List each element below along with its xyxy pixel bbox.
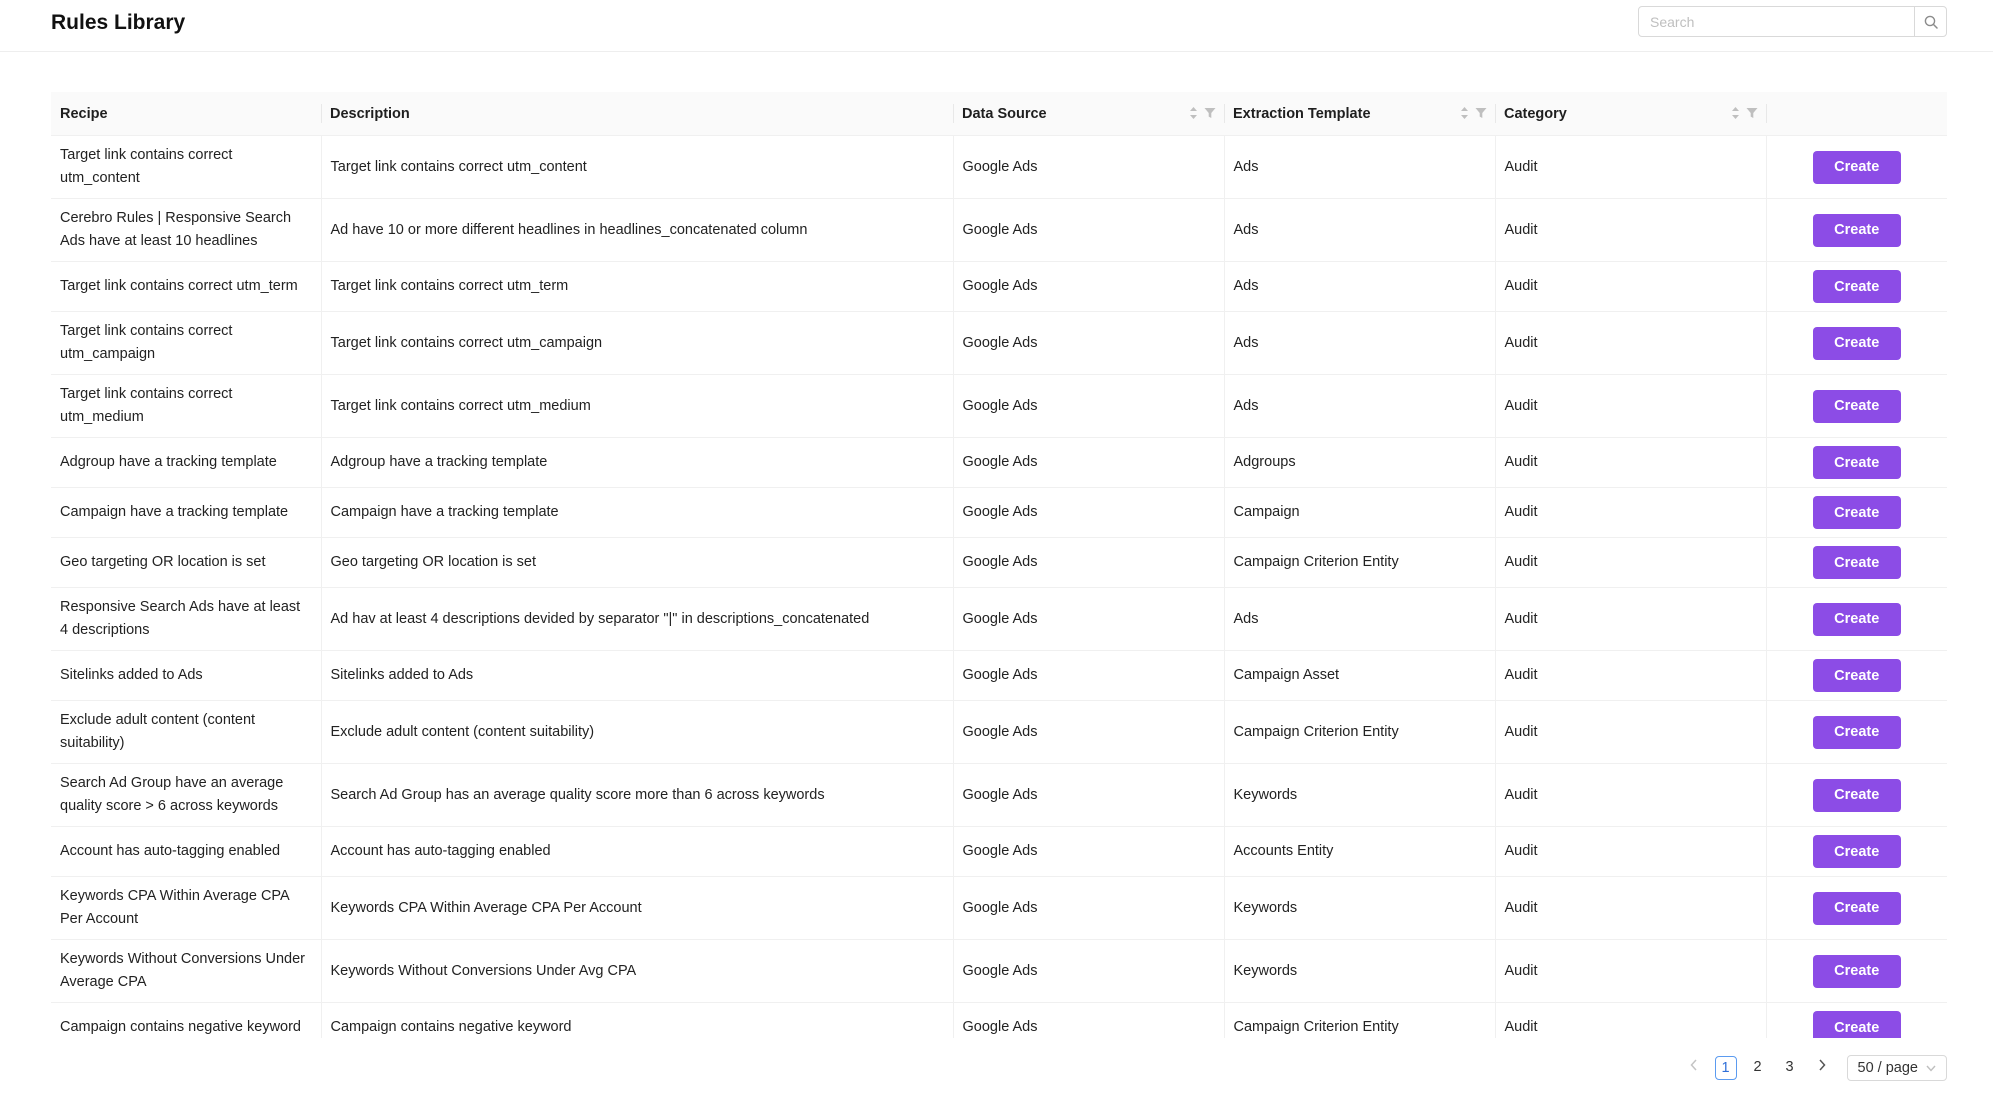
- category-cell: Audit: [1495, 827, 1766, 877]
- actions-cell: [1766, 877, 1947, 940]
- create-button[interactable]: Create: [1813, 659, 1901, 692]
- create-button[interactable]: Create: [1813, 779, 1901, 812]
- description-cell: Account has auto-tagging enabled: [321, 827, 953, 877]
- table-row: [51, 262, 1947, 312]
- create-button[interactable]: Create: [1813, 716, 1901, 749]
- recipe-cell: Target link contains correct utm_medium: [51, 375, 321, 438]
- description-cell: Campaign contains negative keyword: [321, 1003, 953, 1039]
- category-cell: Audit: [1495, 488, 1766, 538]
- template-cell: Ads: [1224, 136, 1495, 199]
- column-header-category: Category: [1495, 92, 1766, 136]
- create-button[interactable]: Create: [1813, 546, 1901, 579]
- actions-cell: [1766, 701, 1947, 764]
- pagination: [1683, 1055, 1947, 1081]
- description-cell: Keywords CPA Within Average CPA Per Account: [321, 877, 953, 940]
- sort-icon[interactable]: [1731, 106, 1740, 120]
- actions-cell: [1766, 940, 1947, 1003]
- actions-cell: [1766, 375, 1947, 438]
- template-cell: Keywords: [1224, 877, 1495, 940]
- template-cell: Ads: [1224, 199, 1495, 262]
- category-cell: Audit: [1495, 764, 1766, 827]
- data-source-cell: Google Ads: [953, 262, 1224, 312]
- category-cell: Audit: [1495, 262, 1766, 312]
- actions-cell: [1766, 488, 1947, 538]
- search-input[interactable]: [1639, 7, 1915, 36]
- data-source-cell: Google Ads: [953, 940, 1224, 1003]
- table-header-row: [51, 92, 1947, 136]
- data-source-cell: Google Ads: [953, 764, 1224, 827]
- table-row: [51, 1003, 1947, 1039]
- data-source-cell: Google Ads: [953, 651, 1224, 701]
- recipe-cell: Account has auto-tagging enabled: [51, 827, 321, 877]
- table-row: [51, 538, 1947, 588]
- create-button[interactable]: Create: [1813, 496, 1901, 529]
- category-cell: Audit: [1495, 1003, 1766, 1039]
- table-row: [51, 136, 1947, 199]
- create-button[interactable]: Create: [1813, 151, 1901, 184]
- actions-cell: [1766, 262, 1947, 312]
- page-size-label: 50 / page: [1857, 1060, 1918, 1076]
- actions-cell: [1766, 438, 1947, 488]
- actions-cell: [1766, 651, 1947, 701]
- recipe-cell: Target link contains correct utm_campaign: [51, 312, 321, 375]
- create-button[interactable]: Create: [1813, 835, 1901, 868]
- recipe-cell: Keywords CPA Within Average CPA Per Account: [51, 877, 321, 940]
- create-button[interactable]: Create: [1813, 214, 1901, 247]
- create-button[interactable]: Create: [1813, 327, 1901, 360]
- description-cell: Ad hav at least 4 descriptions devided by separator "|" in descriptions_concatenated: [321, 588, 953, 651]
- description-cell: Target link contains correct utm_content: [321, 136, 953, 199]
- data-source-cell: Google Ads: [953, 375, 1224, 438]
- description-cell: Adgroup have a tracking template: [321, 438, 953, 488]
- data-source-cell: Google Ads: [953, 438, 1224, 488]
- table-row: [51, 488, 1947, 538]
- description-cell: Keywords Without Conversions Under Avg CPA: [321, 940, 953, 1003]
- data-source-cell: Google Ads: [953, 312, 1224, 375]
- actions-cell: [1766, 588, 1947, 651]
- description-cell: Sitelinks added to Ads: [321, 651, 953, 701]
- recipe-cell: Sitelinks added to Ads: [51, 651, 321, 701]
- data-source-cell: Google Ads: [953, 877, 1224, 940]
- template-cell: Ads: [1224, 312, 1495, 375]
- table-row: [51, 940, 1947, 1003]
- table-row: [51, 588, 1947, 651]
- template-cell: Campaign Asset: [1224, 651, 1495, 701]
- prev-page-button[interactable]: [1683, 1056, 1705, 1080]
- category-cell: Audit: [1495, 375, 1766, 438]
- template-cell: Ads: [1224, 262, 1495, 312]
- table-row: [51, 701, 1947, 764]
- column-header-extraction-template: Extraction Template: [1224, 92, 1495, 136]
- category-cell: Audit: [1495, 588, 1766, 651]
- data-source-cell: Google Ads: [953, 488, 1224, 538]
- actions-cell: [1766, 538, 1947, 588]
- table-row: [51, 438, 1947, 488]
- create-button[interactable]: Create: [1813, 446, 1901, 479]
- data-source-cell: Google Ads: [953, 827, 1224, 877]
- create-button[interactable]: Create: [1813, 603, 1901, 636]
- recipe-cell: Adgroup have a tracking template: [51, 438, 321, 488]
- category-cell: Audit: [1495, 199, 1766, 262]
- recipe-cell: Responsive Search Ads have at least 4 descriptions: [51, 588, 321, 651]
- table-row: [51, 827, 1947, 877]
- search-box[interactable]: [1638, 6, 1947, 37]
- actions-cell: [1766, 199, 1947, 262]
- sort-icon[interactable]: [1460, 106, 1469, 120]
- data-source-cell: Google Ads: [953, 136, 1224, 199]
- template-cell: Ads: [1224, 588, 1495, 651]
- rules-table: [51, 92, 1947, 1038]
- column-header-description: Description: [321, 92, 953, 136]
- create-button[interactable]: Create: [1813, 270, 1901, 303]
- recipe-cell: Target link contains correct utm_term: [51, 262, 321, 312]
- column-header-data-source: Data Source: [953, 92, 1224, 136]
- recipe-cell: Search Ad Group have an average quality score > 6 across keywords: [51, 764, 321, 827]
- data-source-cell: Google Ads: [953, 538, 1224, 588]
- recipe-cell: Campaign have a tracking template: [51, 488, 321, 538]
- recipe-cell: Exclude adult content (content suitability): [51, 701, 321, 764]
- category-cell: Audit: [1495, 877, 1766, 940]
- actions-cell: [1766, 1003, 1947, 1039]
- description-cell: Geo targeting OR location is set: [321, 538, 953, 588]
- table-row: [51, 199, 1947, 262]
- description-cell: Target link contains correct utm_term: [321, 262, 953, 312]
- page-3-button[interactable]: 3: [1785, 1059, 1794, 1075]
- search-button[interactable]: [1914, 7, 1946, 36]
- create-button[interactable]: Create: [1813, 1011, 1901, 1038]
- category-cell: Audit: [1495, 136, 1766, 199]
- actions-cell: [1766, 312, 1947, 375]
- filter-icon[interactable]: [1746, 107, 1758, 119]
- template-cell: Keywords: [1224, 764, 1495, 827]
- template-cell: Campaign Criterion Entity: [1224, 1003, 1495, 1039]
- table-row: [51, 764, 1947, 827]
- create-button[interactable]: Create: [1813, 955, 1901, 988]
- table-row: [51, 312, 1947, 375]
- description-cell: Exclude adult content (content suitability): [321, 701, 953, 764]
- category-cell: Audit: [1495, 940, 1766, 1003]
- actions-cell: [1766, 764, 1947, 827]
- data-source-cell: Google Ads: [953, 588, 1224, 651]
- table-body: [51, 136, 1947, 1039]
- page-2-button[interactable]: 2: [1753, 1059, 1762, 1075]
- description-cell: Campaign have a tracking template: [321, 488, 953, 538]
- data-source-cell: Google Ads: [953, 701, 1224, 764]
- rules-table-container: [51, 92, 1947, 1038]
- recipe-cell: Target link contains correct utm_content: [51, 136, 321, 199]
- recipe-cell: Geo targeting OR location is set: [51, 538, 321, 588]
- page-header: [0, 0, 1993, 52]
- table-row: [51, 651, 1947, 701]
- create-button[interactable]: Create: [1813, 390, 1901, 423]
- page-1-button[interactable]: 1: [1715, 1056, 1737, 1080]
- page-title: Rules Library: [51, 11, 186, 34]
- table-row: [51, 877, 1947, 940]
- template-cell: Campaign: [1224, 488, 1495, 538]
- chevron-down-icon: [1926, 1065, 1936, 1072]
- template-cell: Adgroups: [1224, 438, 1495, 488]
- table-row: [51, 375, 1947, 438]
- category-cell: Audit: [1495, 438, 1766, 488]
- description-cell: Target link contains correct utm_medium: [321, 375, 953, 438]
- filter-icon[interactable]: [1475, 107, 1487, 119]
- description-cell: Ad have 10 or more different headlines in headlines_concatenated column: [321, 199, 953, 262]
- chevron-right-icon: [1818, 1059, 1826, 1071]
- chevron-left-icon: [1690, 1059, 1698, 1071]
- template-cell: Campaign Criterion Entity: [1224, 701, 1495, 764]
- data-source-cell: Google Ads: [953, 1003, 1224, 1039]
- template-cell: Keywords: [1224, 940, 1495, 1003]
- actions-cell: [1766, 136, 1947, 199]
- column-header-recipe: Recipe: [51, 92, 321, 136]
- description-cell: Target link contains correct utm_campaign: [321, 312, 953, 375]
- template-cell: Ads: [1224, 375, 1495, 438]
- category-cell: Audit: [1495, 701, 1766, 764]
- create-button[interactable]: Create: [1813, 892, 1901, 925]
- filter-icon[interactable]: [1204, 107, 1216, 119]
- recipe-cell: Keywords Without Conversions Under Average CPA: [51, 940, 321, 1003]
- search-icon: [1924, 15, 1938, 29]
- recipe-cell: Cerebro Rules | Responsive Search Ads have at least 10 headlines: [51, 199, 321, 262]
- template-cell: Campaign Criterion Entity: [1224, 538, 1495, 588]
- recipe-cell: Campaign contains negative keyword: [51, 1003, 321, 1039]
- description-cell: Search Ad Group has an average quality score more than 6 across keywords: [321, 764, 953, 827]
- page-size-select[interactable]: [1847, 1055, 1947, 1081]
- template-cell: Accounts Entity: [1224, 827, 1495, 877]
- category-cell: Audit: [1495, 538, 1766, 588]
- column-header-actions: [1766, 92, 1947, 136]
- category-cell: Audit: [1495, 651, 1766, 701]
- data-source-cell: Google Ads: [953, 199, 1224, 262]
- sort-icon[interactable]: [1189, 106, 1198, 120]
- category-cell: Audit: [1495, 312, 1766, 375]
- next-page-button[interactable]: [1811, 1056, 1833, 1080]
- actions-cell: [1766, 827, 1947, 877]
